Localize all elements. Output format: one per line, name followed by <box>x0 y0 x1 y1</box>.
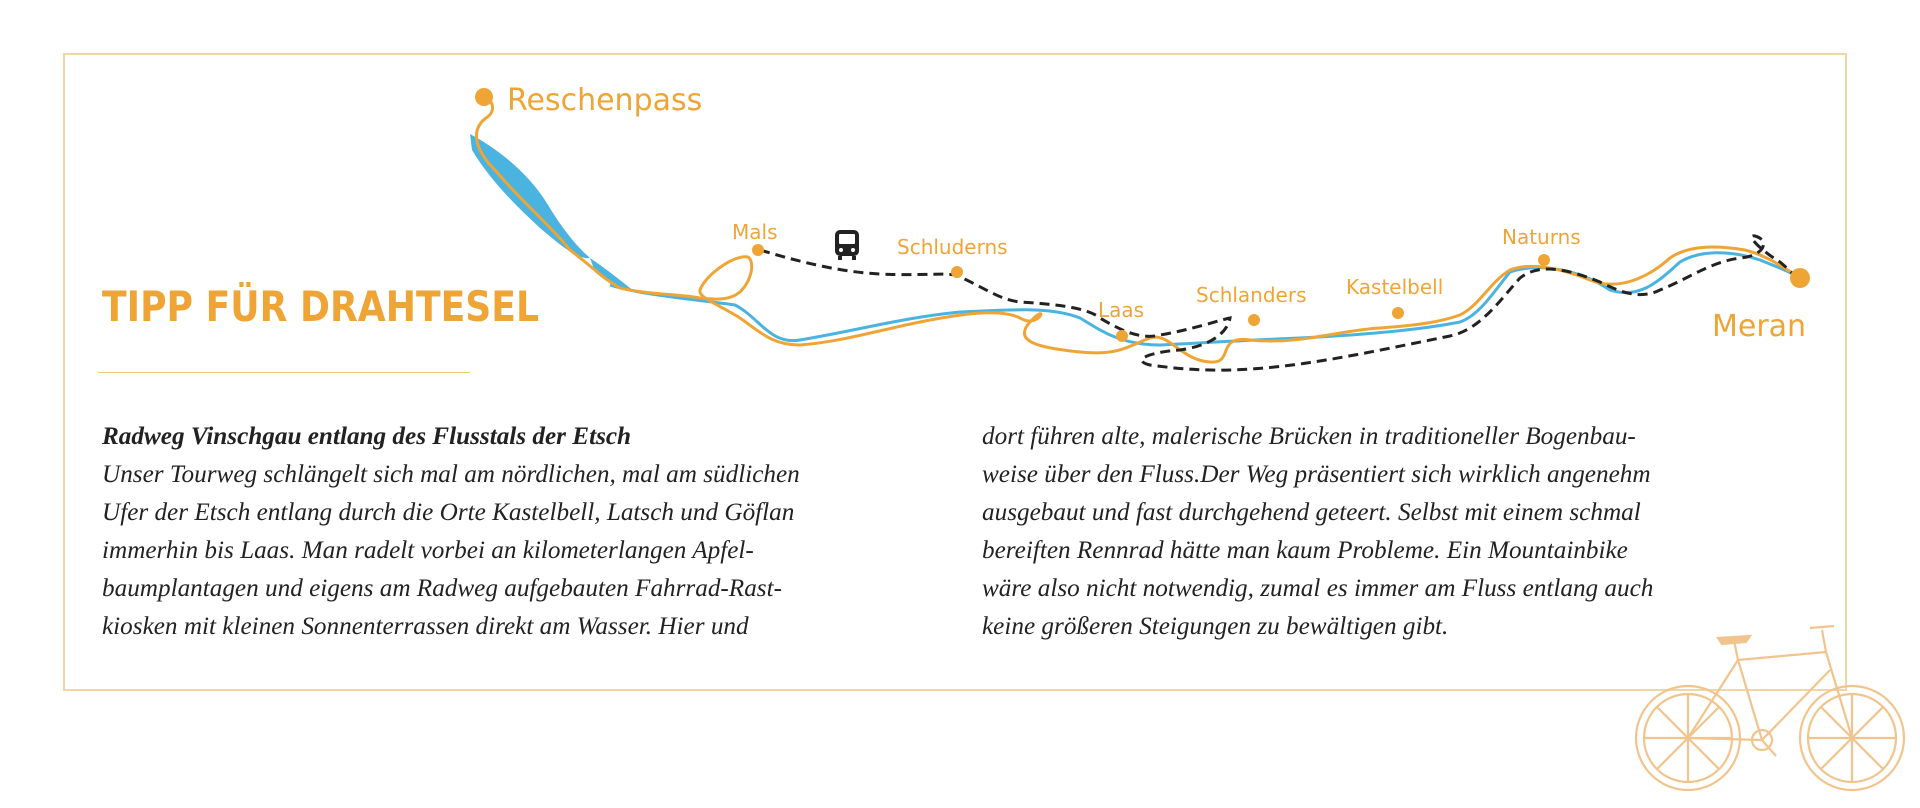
reschensee-lake <box>470 134 590 258</box>
label-kastelbell: Kastelbell <box>1346 275 1444 299</box>
schlanders-marker <box>1248 314 1260 326</box>
article-line: bereiften Rennrad hätte man kaum Probleme. Ein Mountainbike <box>982 537 1628 564</box>
label-mals: Mals <box>732 220 778 244</box>
section-heading: TIPP FÜR DRAHTESEL <box>102 282 539 331</box>
article-line: weise über den Fluss.Der Weg präsentiert sich wirklich angenehm <box>982 461 1651 488</box>
label-laas: Laas <box>1098 298 1145 322</box>
heading-divider <box>98 372 470 373</box>
schluderns-marker <box>951 266 963 278</box>
label-schlanders: Schlanders <box>1196 283 1307 307</box>
mals-marker <box>752 244 764 256</box>
bus-icon <box>835 230 859 260</box>
label-naturns: Naturns <box>1502 225 1581 249</box>
article-line: dort führen alte, malerische Brücken in traditioneller Bogenbau- <box>982 423 1636 450</box>
bicycle-icon <box>1630 600 1910 800</box>
label-meran: Meran <box>1712 309 1807 344</box>
reschenpass-marker <box>475 88 493 106</box>
label-schluderns: Schluderns <box>897 235 1008 259</box>
article-line: baumplantagen und eigens am Radweg aufgebauten Fahrrad-Rast- <box>102 575 782 602</box>
bike-route <box>476 97 1800 362</box>
kastelbell-marker <box>1392 307 1404 319</box>
article-line: kiosken mit kleinen Sonnenterrassen direkt am Wasser. Hier und <box>102 613 749 640</box>
article-column-right <box>982 418 1653 646</box>
laas-marker <box>1116 330 1128 342</box>
naturns-marker <box>1538 254 1550 266</box>
article-title: Radweg Vinschgau entlang des Flusstals der Etsch <box>102 423 632 450</box>
meran-marker <box>1790 268 1810 288</box>
article-column-left <box>102 418 800 646</box>
article-line: keine größeren Steigungen zu bewältigen gibt. <box>982 613 1449 640</box>
article-line: wäre also nicht notwendig, zumal es immer am Fluss entlang auch <box>982 575 1654 602</box>
article-line: Ufer der Etsch entlang durch die Orte Kastelbell, Latsch und Göflan <box>102 499 795 526</box>
article-line: ausgebaut und fast durchgehend geteert. Selbst mit einem schmal <box>982 499 1641 526</box>
article-line: Unser Tourweg schlängelt sich mal am nördlichen, mal am südlichen <box>102 461 800 488</box>
label-reschenpass: Reschenpass <box>507 83 703 118</box>
article-line: immerhin bis Laas. Man radelt vorbei an kilometerlangen Apfel- <box>102 537 754 564</box>
